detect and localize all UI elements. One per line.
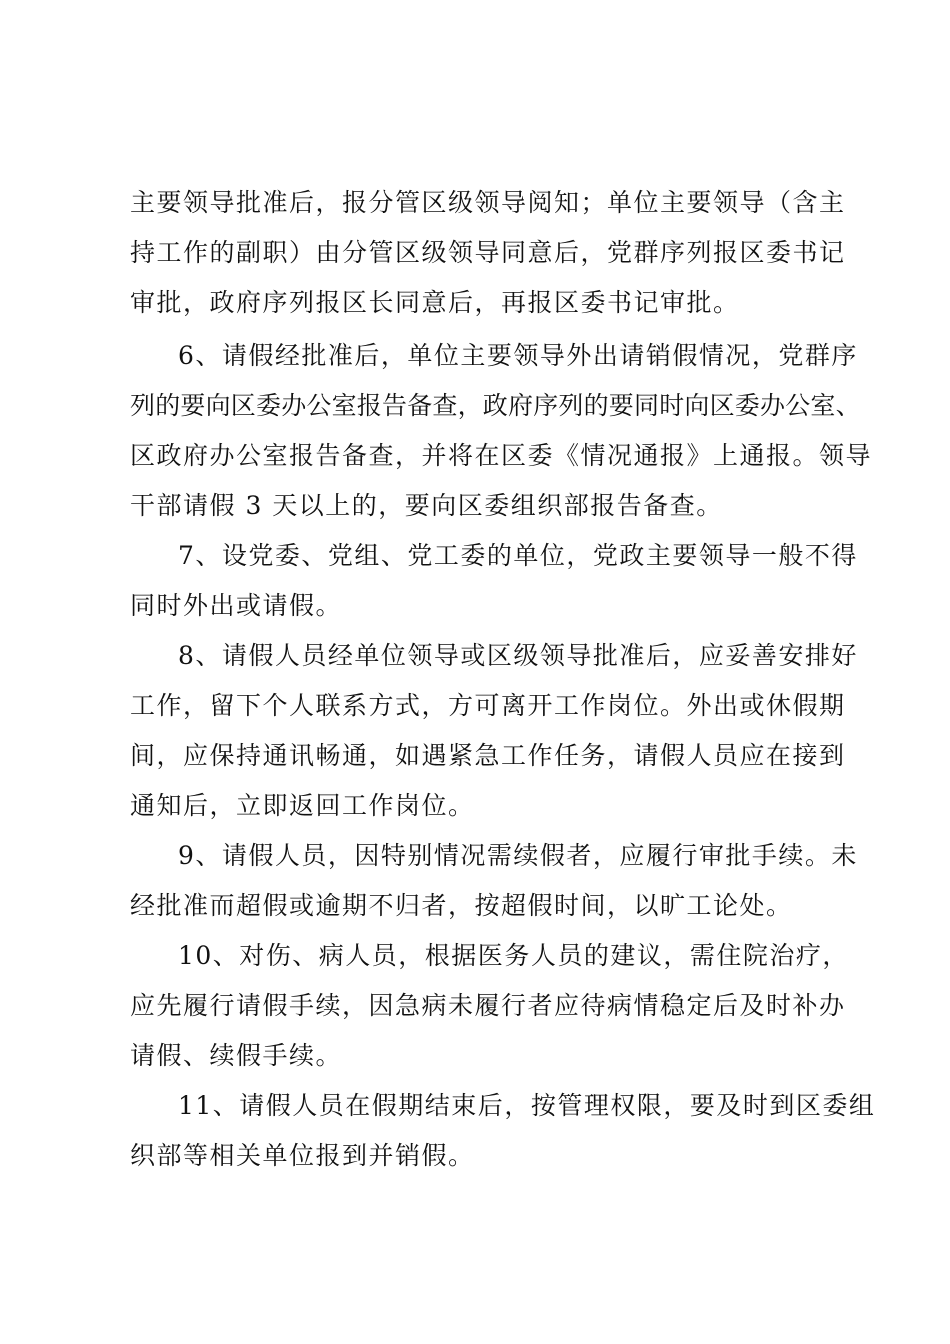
text-line: 审批，政府序列报区长同意后，再报区委书记审批。 [130,288,740,317]
text-line: 织部等相关单位报到并销假。 [130,1141,475,1170]
text-line: 主要领导批准后，报分管区级领导阅知；单位主要领导（含主 [130,188,846,217]
paragraph-6-line: 6、请假经批准后，单位主要领导外出请销假情况，党群序 [178,341,858,370]
text-line: 列的要向区委办公室报告备查，政府序列的要同时向区委办公室、 [130,391,861,420]
text-line: 请假、续假手续。 [130,1041,343,1070]
text-line: 经批准而超假或逾期不归者，按超假时间，以旷工论处。 [130,891,793,920]
text-line: 工作，留下个人联系方式，方可离开工作岗位。外出或休假期 [130,691,846,720]
text-line: 干部请假 3 天以上的，要向区委组织部报告备查。 [130,491,723,520]
paragraph-7-line: 7、设党委、党组、党工委的单位，党政主要领导一般不得 [178,541,858,570]
paragraph-10-line: 10、对伤、病人员，根据医务人员的建议，需住院治疗， [178,941,849,970]
text-line: 间，应保持通讯畅通，如遇紧急工作任务，请假人员应在接到 [130,741,846,770]
text-line: 通知后，立即返回工作岗位。 [130,791,475,820]
text-line: 区政府办公室报告备查，并将在区委《情况通报》上通报。领导 [130,441,873,470]
text-line: 持工作的副职）由分管区级领导同意后，党群序列报区委书记 [130,238,846,267]
text-line: 同时外出或请假。 [130,591,343,620]
paragraph-9-line: 9、请假人员，因特别情况需续假者，应履行审批手续。未 [178,841,858,870]
paragraph-8-line: 8、请假人员经单位领导或区级领导批准后，应妥善安排好 [178,641,858,670]
text-line: 应先履行请假手续，因急病未履行者应待病情稳定后及时补办 [130,991,846,1020]
paragraph-11-line: 11、请假人员在假期结束后，按管理权限，要及时到区委组 [178,1091,876,1120]
